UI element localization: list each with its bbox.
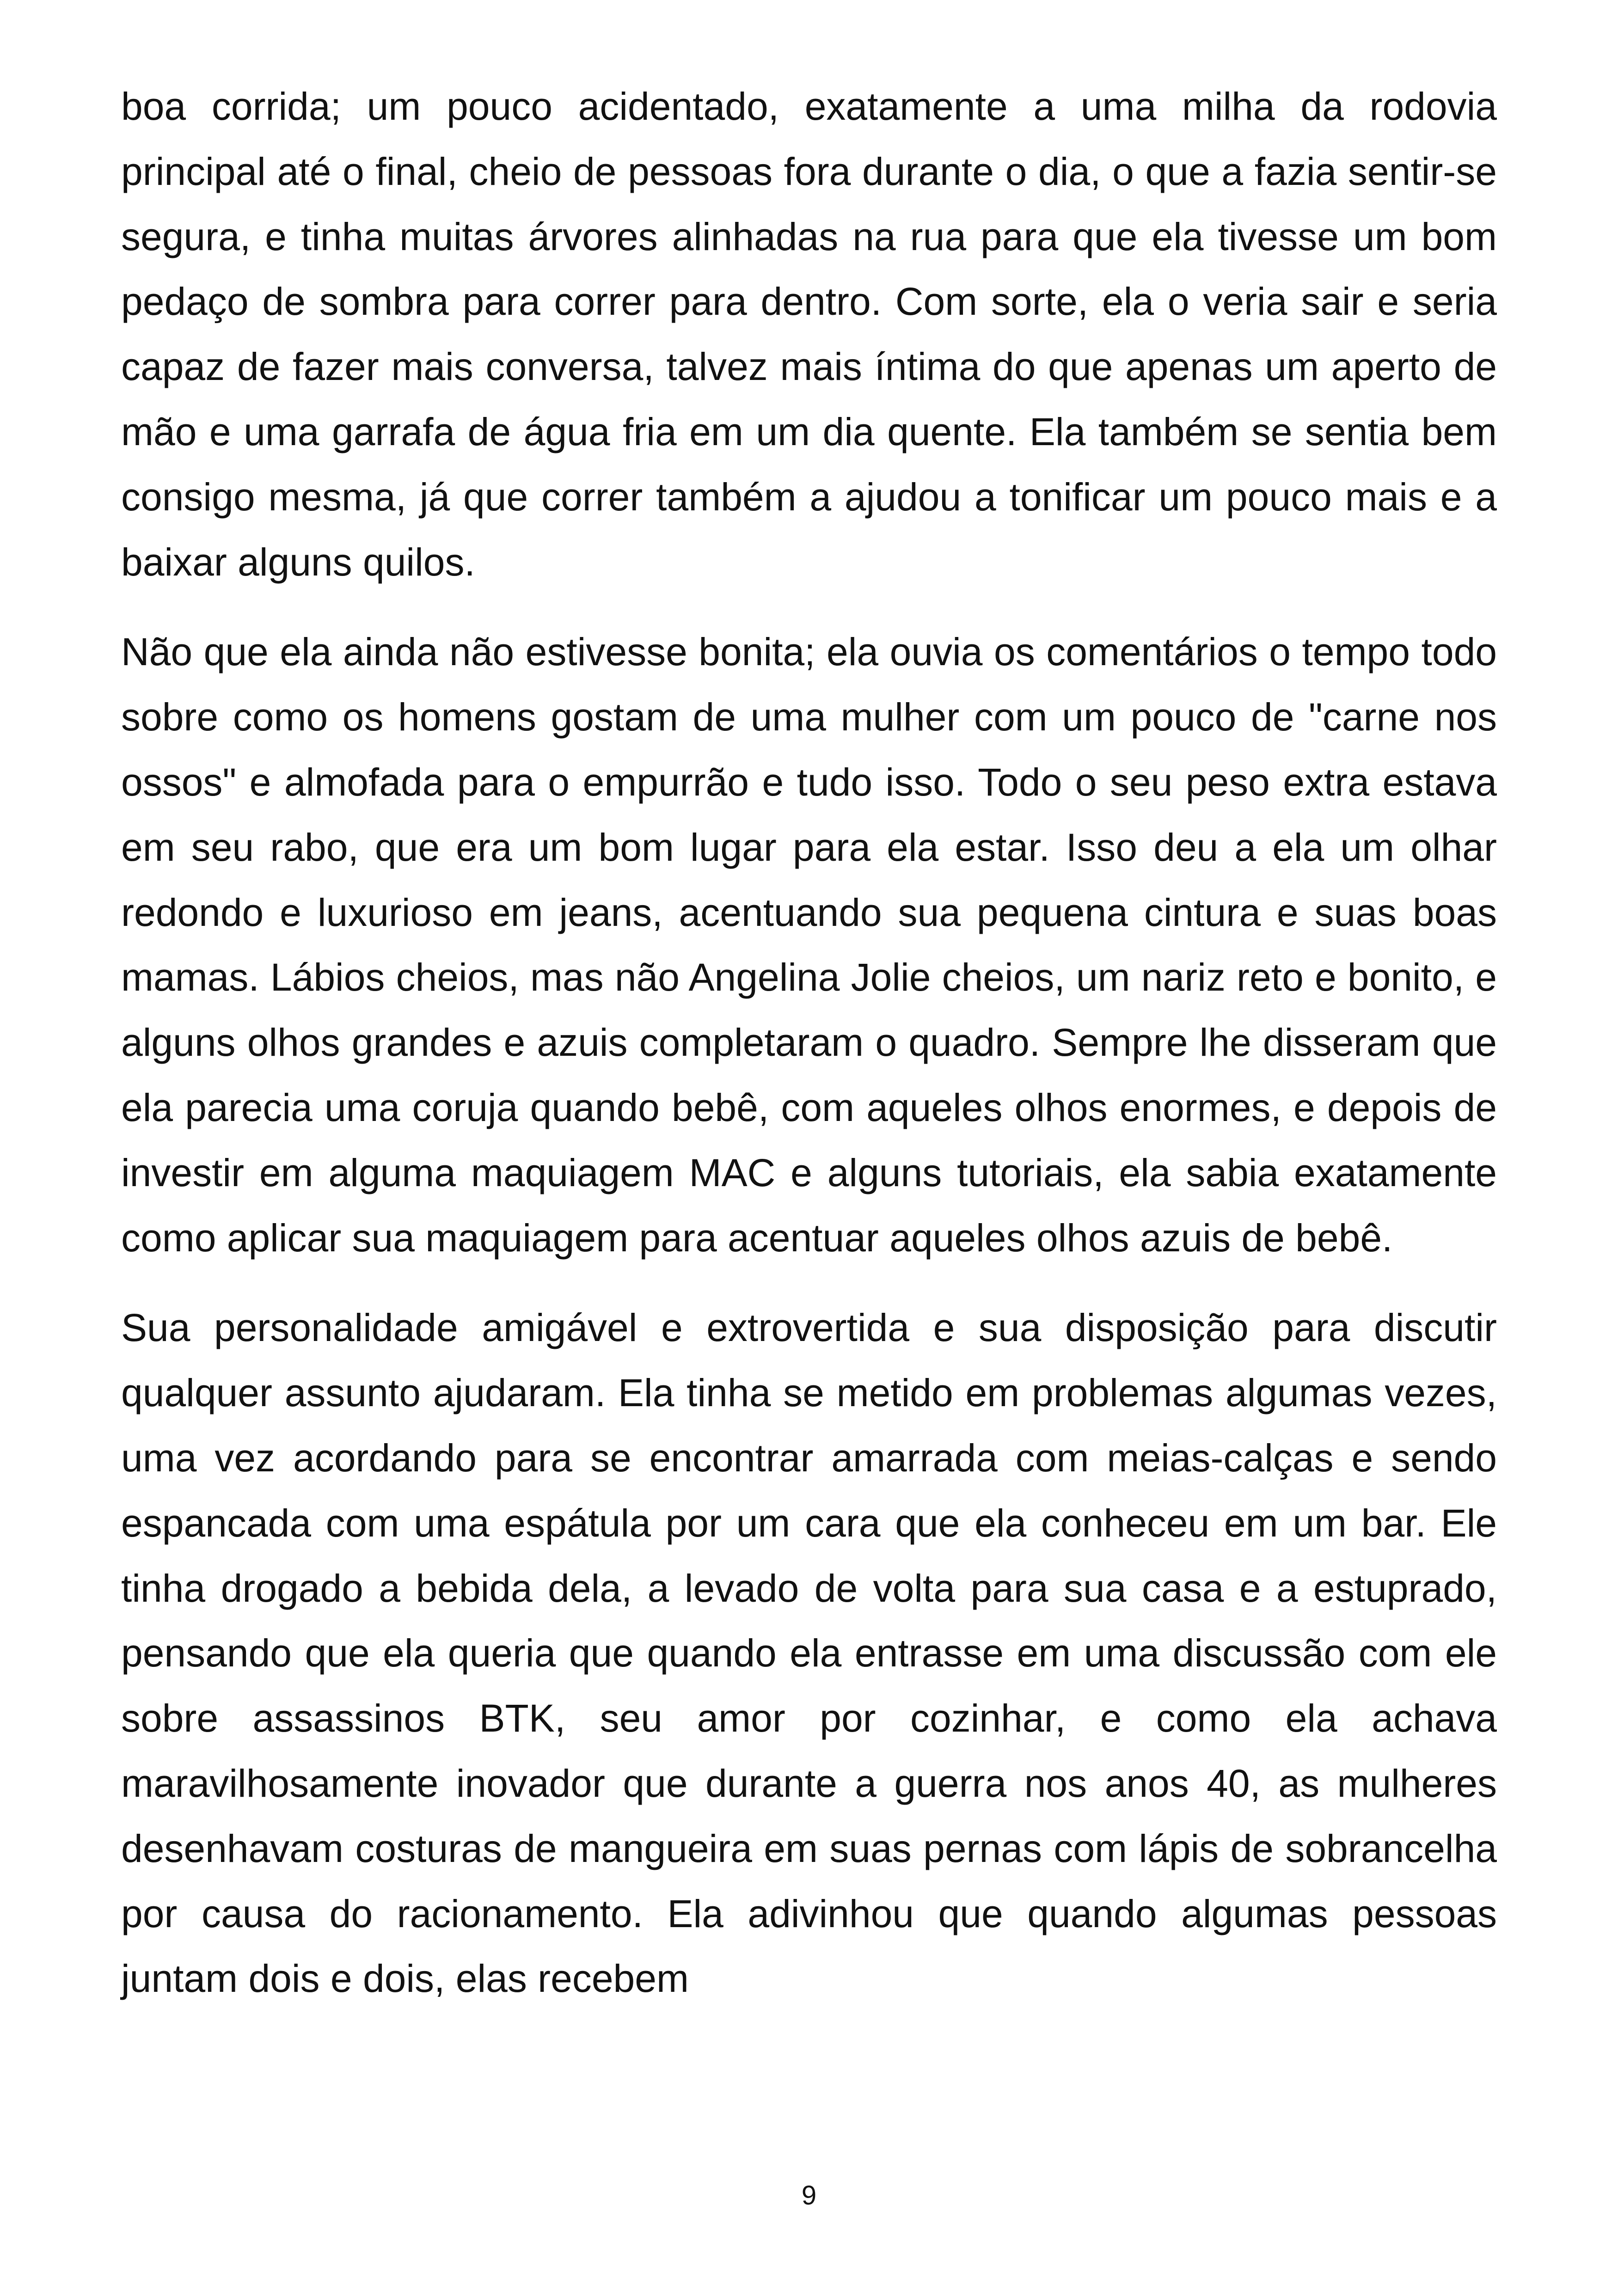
paragraph-2: Não que ela ainda não estivesse bonita; ela ouvia os comentários o tempo todo sobre como os homens gostam de uma mulher com um pouco de "carne nos ossos" e almofada para o empurrão e tudo isso. Todo o seu peso extra estava em seu rabo, que era um bom lugar para ela estar. Isso deu a ela um olhar redondo e luxurioso em jeans, acentuando sua pequena cintura e suas boas mamas. Lábios cheios, mas não Angelina Jolie cheios, um nariz reto e bonito, e alguns olhos grandes e azuis completaram o quadro. Sempre lhe disseram que ela parecia uma coruja quando bebê, com aqueles olhos enormes, e depois de investir em alguma maquiagem MAC e alguns tutoriais, ela sabia exatamente como aplicar sua maquiagem para acentuar aqueles olhos azuis de bebê. bbox=[121, 630, 1497, 1260]
page-number: 9 bbox=[801, 2180, 817, 2210]
body-text bbox=[121, 74, 1497, 2011]
paragraph-1: boa corrida; um pouco acidentado, exatamente a uma milha da rodovia principal até o final, cheio de pessoas fora durante o dia, o que a fazia sentir-se segura, e tinha muitas árvores alinhadas na rua para que ela tivesse um bom pedaço de sombra para correr para dentro. Com sorte, ela o veria sair e seria capaz de fazer mais conversa, talvez mais íntima do que apenas um aperto de mão e uma garrafa de água fria em um dia quente. Ela também se sentia bem consigo mesma, já que correr também a ajudou a tonificar um pouco mais e a baixar alguns quilos. bbox=[121, 85, 1497, 584]
paragraph-3: Sua personalidade amigável e extrovertida e sua disposição para discutir qualquer assunto ajudaram. Ela tinha se metido em problemas algumas vezes, uma vez acordando para se encontrar amarrada com meias-calças e sendo espancada com uma espátula por um cara que ela conheceu em um bar. Ele tinha drogado a bebida dela, a levado de volta para sua casa e a estuprado, pensando que ela queria que quando ela entrasse em uma discussão com ele sobre assassinos BTK, seu amor por cozinhar, e como ela achava maravilhosamente inovador que durante a guerra nos anos 40, as mulheres desenhavam costuras de mangueira em suas pernas com lápis de sobrancelha por causa do racionamento. Ela adivinhou que quando algumas pessoas juntam dois e dois, elas recebem bbox=[121, 1306, 1497, 2001]
